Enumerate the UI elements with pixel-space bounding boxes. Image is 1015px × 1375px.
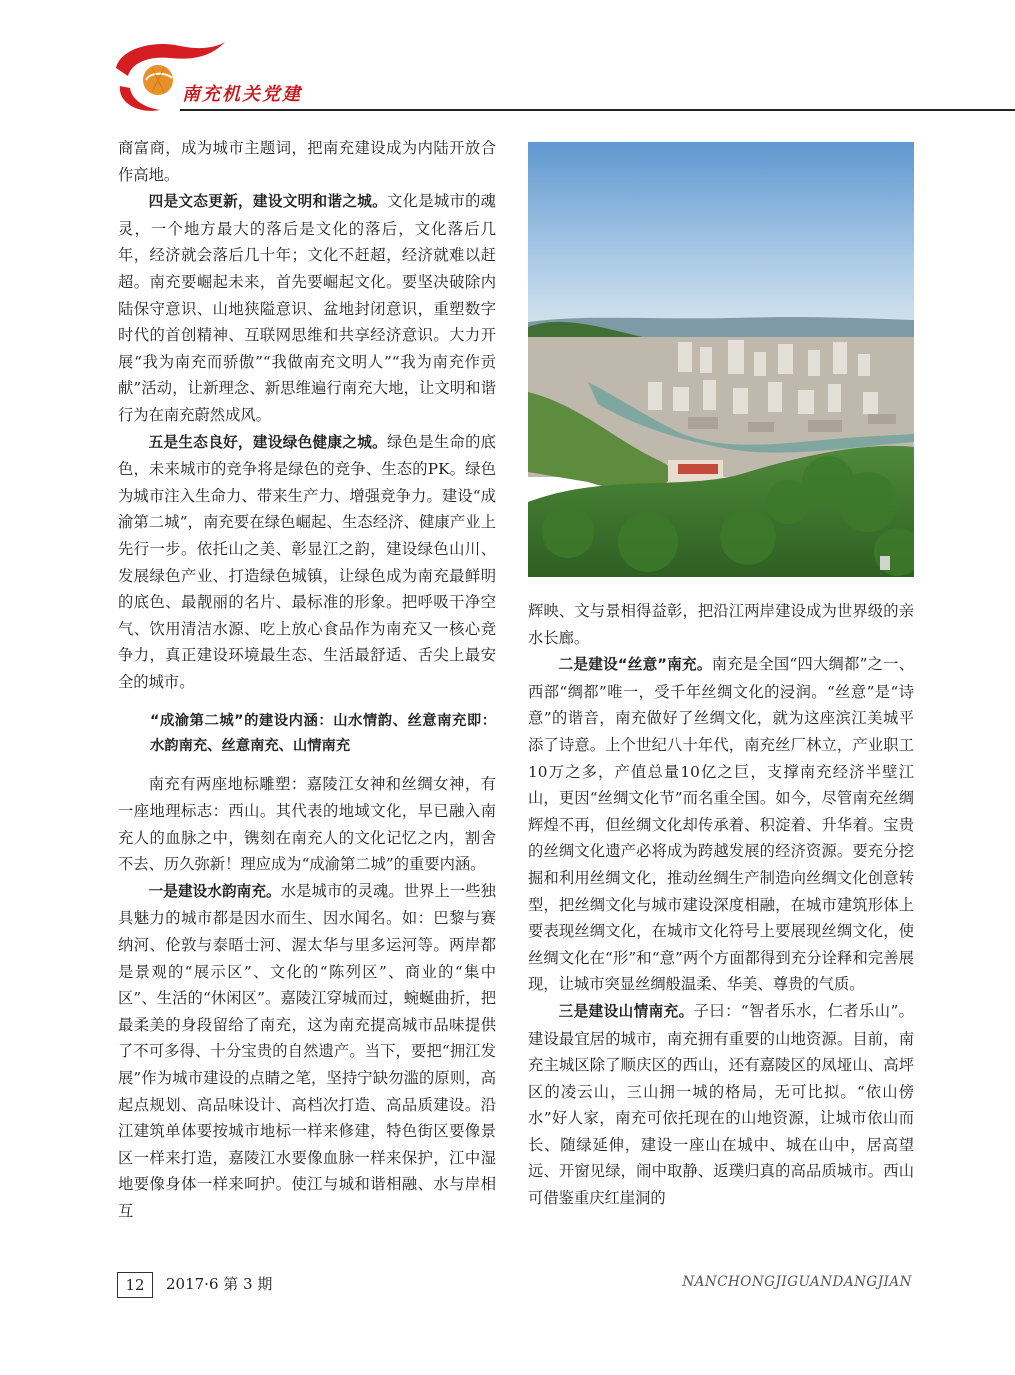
paragraph-lead: 一是建设水韵南充。 (148, 882, 281, 900)
left-column (118, 135, 496, 1225)
paragraph-lead: 二是建设“丝意”南充。 (558, 656, 712, 674)
page-number: 12 (117, 1272, 153, 1298)
paragraph (118, 429, 496, 696)
paragraph-body: 水是城市的灵魂。世界上一些独具魅力的城市都是因水而生、因水闻名。如：巴黎与赛纳河、伦敦与泰晤士河、渥太华与里多运河等。两岸都是景观的“展示区”、文化的“陈列区”、商业的“集中区”、生活的“休闲区”。嘉陵江穿城而过，蜿蜒曲折，把最柔美的身段留给了南充，这为南充提高城市品味提供了不可多得、十分宝贵的自然遗产。当下，要把“拥江发展”作为城市建设的点睛之笔，坚持宁缺勿滥的原则，高起点规划、高品味设计、高档次打造、高品质建设。沿江建筑单体要按城市地标一样来修建，特色街区要像景区一样来打造，嘉陵江水要像血脉一样来保护，江中湿地要像身体一样来呵护。使江与城和谐相融、水与岸相互 (118, 881, 496, 1220)
paragraph: 辉映、文与景相得益彰，把沿江两岸建设成为世界级的亲水长廊。 (528, 602, 914, 647)
page-footer (0, 1266, 1015, 1306)
paragraph-lead: 五是生态良好，建设绿色健康之城。 (148, 433, 388, 451)
magazine-brand: 南充机关党建 (182, 84, 302, 105)
paragraph (118, 878, 496, 1225)
section-subheading: “成渝第二城”的建设内涵：山水情韵、丝意南充即：水韵南充、丝意南充、山情南充 (150, 713, 496, 755)
paragraph (528, 998, 914, 1212)
paragraph: 南充有两座地标雕塑：嘉陵江女神和丝绸女神，有一座地理标志：西山。其代表的地域文化，早已融入南充人的血脉之中，镌刻在南充人的文化记忆之内，割舍不去、历久弥新！理应成为“成渝第二城”的重要内涵。 (118, 775, 496, 874)
paragraph: 商富商，成为城市主题词，把南充建设成为内陆开放合作高地。 (118, 139, 496, 184)
paragraph-lead: 四是文态更新，建设文明和谐之城。 (148, 193, 388, 211)
paragraph-body: 南充是全国“四大绸都”之一、西部“绸都”唯一，受千年丝绸文化的浸润。“丝意”是“诗意”的谐音，南充做好了丝绸文化，就为这座滨江美城平添了诗意。上个世纪八十年代，南充丝厂林立，产业职工10万之多，产值总量10亿之巨，支撑南充经济半壁江山，更因“丝绸文化节”而名重全国。如今，尽管南充丝绸辉煌不再，但丝绸文化却传承着、积淀着、升华着。宝贵的丝绸文化遗产必将成为跨越发展的经济资源。要充分挖掘和利用丝绸文化，推动丝绸生产制造向丝绸文化创意转型，把丝绸文化与城市建设深度相融，在城市建筑形体上要表现丝绸文化，在城市文化符号上要展现丝绸文化，使丝绸文化在“形”和“意”两个方面都得到充分诠释和完善展现，让城市突显丝绸般温柔、华美、尊贵的气质。 (528, 655, 914, 994)
paragraph-body: 文化是城市的魂灵，一个地方最大的落后是文化的落后，文化落后几年，经济就会落后几十年；文化不赶超，经济就难以赶超。南充要崛起未来，首先要崛起文化。要坚决破除内陆保守意识、山地狭隘意识、盆地封闭意识，重塑数字时代的首创精神、互联网思维和共享经济意识。大力开展“我为南充而骄傲”“我做南充文明人”“我为南充作贡献”活动，让新理念、新思维遍行南充大地，让文明和谐行为在南充蔚然成风。 (118, 192, 496, 424)
issue-label: 2017·6 第 3 期 (166, 1275, 273, 1293)
paragraph (528, 651, 914, 998)
paragraph-body: 绿色是生命的底色，未来城市的竞争将是绿色的竞争、生态的PK。绿色为城市注入生命力、带来生产力、增强竞争力。建设“成渝第二城”，南充要在绿色崛起、生态经济、健康产业上先行一步。依托山之美、彰显江之韵，建设绿色山川、发展绿色产业、打造绿色城镇，让绿色成为南充最鲜明的底色、最靓丽的名片、最标准的形象。把呼吸干净空气、饮用清洁水源、吃上放心食品作为南充又一核心竞争力，真正建设环境最生态、生活最舒适、舌尖上最安全的城市。 (118, 432, 496, 691)
magazine-english-name: NANCHONGJIGUANDANGJIAN (682, 1274, 912, 1290)
header-rule (180, 109, 1015, 111)
paragraph (118, 188, 496, 428)
paragraph-lead: 三是建设山情南充。 (558, 1002, 694, 1020)
party-logo-icon (110, 38, 230, 118)
page-header (0, 0, 1015, 115)
city-aerial-photo (528, 142, 914, 577)
right-column (528, 598, 914, 1212)
paragraph-body: 子曰：“智者乐水，仁者乐山”。建设最宜居的城市，南充拥有重要的山地资源。目前，南充主城区除了顺庆区的西山，还有嘉陵区的凤垭山、高坪区的凌云山，三山拥一城的格局，无可比拟。“依山傍水”好人家，南充可依托现在的山地资源，让城市依山而长、随绿延伸，建设一座山在城中、城在山中，居高望远、开窗见绿，闹中取静、返璞归真的高品质城市。西山可借鉴重庆红崖洞的 (528, 1001, 914, 1208)
